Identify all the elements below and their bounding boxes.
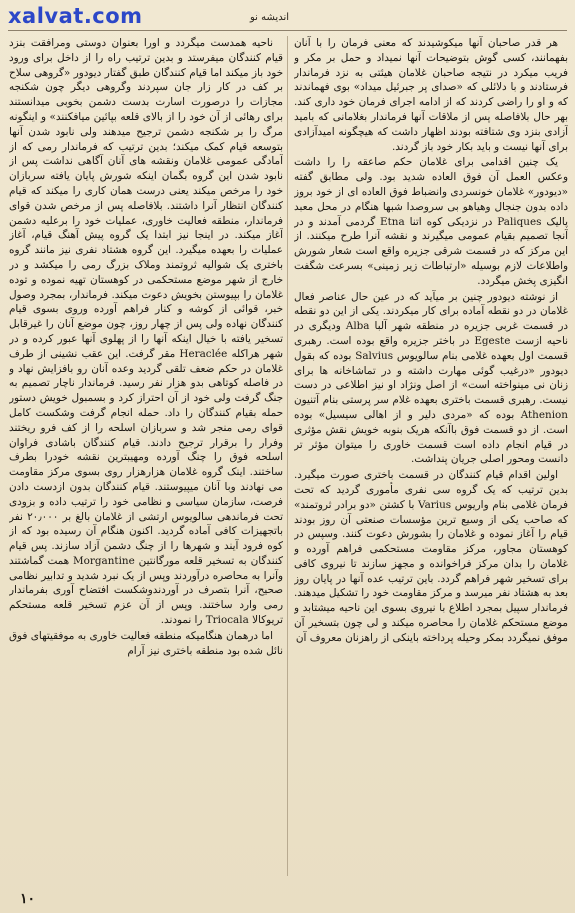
right-column	[294, 36, 568, 876]
paragraph: اولین اقدام قیام کنندگان در قسمت باختری صورت میگیرد. بدین ترتیب که یک گروه سی نفری مأموری گردید که تحت فرمان غلامی بنام واریوس Varius با کشتن «دو برادر ثروتمند» که صاحب یکی از وسیع ترین مؤسسات صنعتی آن روز بودند قیام را آغاز نموده و غلامان را بشورش دعوت کنند. وسپس در کوهستان مجاور، مرکز مقاومت مستحکمی فراهم آورده و غلامان را بدان مرکز فراخوانده و مجهز سازند تا نیروی کافی برای تسخیر شهر فراهم گردد. باین ترتیب عده آنها در پایان روز بعد به هشتاد نفر میرسد و مرکز مقاومت خود را تشکیل میدهند. فرماندار سپیل بمجرد اطلاع با نیروی بسوی این ناحیه میشتابد و موضع مستحکم غلامان را محاصره میکند و لی چون بتسخیر آن موفق نمیگردد بمکر وحیله پرداخته باینکی از راهزنان معروف آن	[294, 469, 568, 644]
left-column	[9, 36, 283, 876]
column-divider	[287, 36, 288, 876]
header-rule	[8, 30, 567, 31]
site-watermark: xalvat.com	[8, 4, 143, 28]
paragraph: یک چنین اقدامی برای غلامان حکم صاعقه را را داشت وعکس العمل آن فوق العاده شدید بود. ولی مطابق گفته «دیودور» غلامان خونسردی وانضباط فوق العاده ای از خود بروز داده بدون جنجال وهیاهو بی سروصدا شبها هنگام در محل معبد پالیک Paliques در نزدیکی کوه اتنا Etna گردمی آمدند و در آنجا تصمیم بقیام عمومی میگیرند و نقشه آنرا طرح میکنند. از این مرکز که در قسمت شرقی جزیره واقع است شعار شورش واطلاعات لازم بوسیله «ارتباطات زیر زمینی» بسرعت شگفت انگیزی پخش میگردد.	[294, 156, 568, 287]
paragraph: از نوشته دیودور چنین بر میآید که در عین حال عناصر فعال غلامان در دو نقطه آماده برای کار میکردند. یکی از این دو نقطه در قسمت غربی جزیره در منطقه شهر آلبا Alba ودیگری در ناحیه ازست Egeste در باختر جزیره واقع بوده است. رهبری قسمت اول بعهده غلامی بنام سالویوس Salvius بوده که بقول دیودور «درغیب گوئی مهارت داشته و در تماشاخانه ها برای زنان نی مینواخته است» از اصل ونژاد او نیز اطلاعی در دست نیست. رهبری قسمت باختری بعهده غلام سر پرستی بنام آتنیون Athenion بوده که «مردی دلیر و از اهالی سیسیل» بوده است. از دو قسمت فوق باآنکه هریک بنوبه خویش نقش مؤثری در قیام انجام داده است قسمت خاوری را میتوان مؤثر تر دانست ومحور اصلی جریان پنداشت.	[294, 290, 568, 466]
page-number: ۱۰	[20, 891, 36, 907]
running-header: اندیشه نو	[250, 12, 290, 23]
paragraph: هر قدر صاحبان آنها میکوشیدند که معنی فرمان را با آنان بفهمانند، کسی گوش بتوضیحات آنها نمیداد و حمل بر مکر و فریب میکرد در نتیجه صاحبان غلامان هیئتی به نزد فرماندار فرستادند و با دلائلی که «صدای پر جبرئیل میداد» بوی فهماندند که و او را راضی کردند که از ادامه اجرای فرمان خود داری کند. بهر حال بلافاصله پس از ملاقات آنها فرماندار بغلامانی که بامید آزادی بنزد وی شتافته بودند اظهار داشت که هیچگونه امیدآزادی برای آنها نیست و باید بکار خود باز گردند.	[294, 37, 568, 153]
paragraph: ناحیه همدست میگردد و اورا بعنوان دوستی ومرافقت بنزد قیام کنندگان میفرستد و بدین ترتیب راه را از داخل برای ورود خود باز میکند اما قیام کنندگان طبق گفتار دیودور «گروهی سلاح بر کف در کار زار جان سپردند وگروهی دیگر چون شکنجه مجازات را درصورت اسارت بدست دشمن بخوبی میدانستند برای رهائی از آن خود را از بالای قلعه بپائین میافکنند» و اینگونه مرگ را بر شکنجه دشمن ترجیح میدهند ولی نابود شدن آنها بتوسعه قیام کمک میکند؛ بدین ترتیب که فرماندار رمی که از آمادگی عمومی غلامان ونقشه های آنان آگاهی نداشت پس از نابود شدن این گروه بگمان اینکه شورش پایان یافته سربازان خود را مرخص میکند یعنی درست همان کاری را میکند که قیام کنندگان انتظار آنرا داشتند. بلافاصله پس از مرخص شدن قوای فرماندار، منطقه فعالیت خاوری، عملیات خود را برعلیه دشمن آغاز میکند. در اینجا نیز ابتدا یک گروه پیش آهنگ قیام، آغاز عملیات را بعهده میگیرد. این گروه هشتاد نفری نیز مانند گروه باختری یک شوالیه ثروتمند وملاک بزرگ رمی را میکشد و در خارج از شهر موضع مستحکمی در کوهستان تهیه نموده و توده غلامان را بپیوستن بخویش دعوت میکند. فرماندار، بمجرد وصول خبر، قوائی از کوشه و کنار فراهم آورده وروی بسوی قیام کنندگان نهاده ولی پس از چهار روز، چون موضع آنان را غیرقابل تسخیر یافته با خیال اینکه آنها را از پهلوی آنها عبور کرده و در شهر هراکله Heraclée مقر گرفت. این عقب نشینی از طرف غلامان در حکم ضعف تلقی گردید وعده آنان رو بافزایش نهاد و در فاصله کوتاهی بدو هزار نفر رسید. فرماندار ناچار تصمیم به جنگ گرفت ولی خود از آن احتراز کرد و بسمبول خویش دستور حمله بقیام کنندگان را داد. حمله انجام گرفت وشکست کامل قوای رمی منجر شد و سربازان اسلحه را از کف فرو ریختند وفرار را برقرار ترجیح دادند. قیام کنندگان باشادی فراوان اسلحه فوق را چنگ آورده ومهیبترین نقشه خودرا بطرف ساختند. اینک گروه غلامان هزارهزار روی بسوی مرکز مقاومت می نهادند وبا آنان میپیوستند. قیام کنندگان بدون ازدست دادن فرصت، سازمان سیاسی و نظامی خود را ترتیب داده و بزودی تحت فرماندهی سالویوس ارتشی از غلامان بالغ بر ۲۰٫۰۰۰ نفر باتجهیزات کافی آماده گردید. اکنون هنگام آن رسیده بود که از کوه فرود آیند و شهرها را از چنگ دشمن آزاد سازند. پس قیام کنندگان به تسخیر قلعه مورگانتین Morgantine همت گماشتند وآنرا به محاصره درآوردند وپس از یک نبرد شدید و تدابیر نظامی صحیح، آنرا بتصرف در آوردندوشکست افتضاح آوری بفرماندار رمی وارد ساختند. وپس از آن عزم تسخیر قلعه مستحکم تریوکالا Triocala را نمودند.	[9, 37, 283, 627]
paragraph: اما درهمان هنگامیکه منطقه فعالیت خاوری به موفقیتهای فوق نائل شده بود منطقه باختری نیز آرام	[9, 629, 283, 657]
